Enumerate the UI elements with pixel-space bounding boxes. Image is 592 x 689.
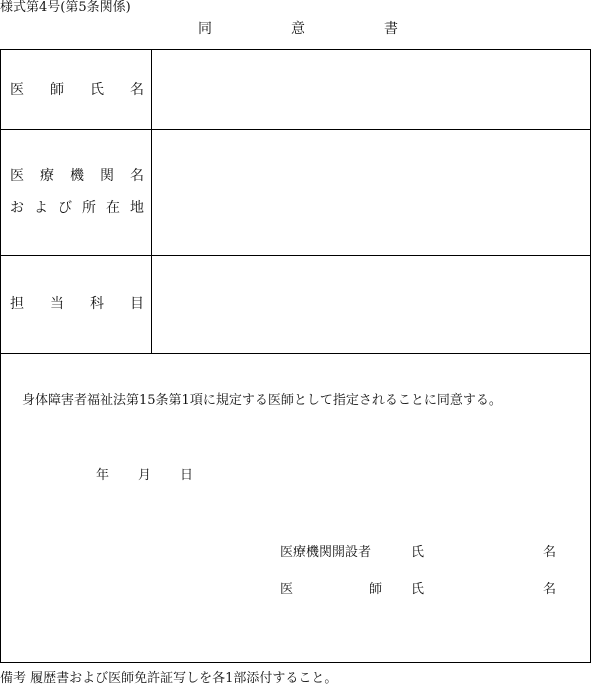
consent-statement: 身体障害者福祉法第15条第1項に規定する医師として指定されることに同意する。 [22, 393, 502, 408]
doctor-label-1: 医 [280, 582, 294, 597]
founder-label: 医療機関開設者 [280, 545, 372, 560]
year-label: 年 [96, 468, 110, 483]
label-column-divider [151, 50, 152, 353]
date-line [96, 469, 193, 482]
doctor-label-2: 師 [369, 582, 383, 597]
title-char-2: 意 [291, 21, 305, 37]
day-label: 日 [179, 468, 193, 483]
row-divider-1 [1, 129, 590, 130]
title-char-1: 同 [198, 21, 212, 37]
department-label: 担 当 科 目 [10, 296, 144, 312]
institution-name-label: 医 療 機 関 名 [10, 168, 144, 184]
row-divider-3 [1, 353, 590, 354]
row-divider-2 [1, 255, 590, 256]
doctor-name-label: 医 師 氏 名 [10, 82, 144, 98]
doctor-mei: 名 [543, 582, 557, 597]
title-char-3: 書 [384, 21, 398, 37]
consent-form-table [0, 49, 591, 663]
document-title [198, 22, 398, 36]
remarks-note: 備考 履歴書および医師免許証写しを各1部添付すること。 [0, 671, 338, 686]
founder-mei: 名 [543, 545, 557, 560]
month-label: 月 [137, 468, 151, 483]
form-number: 様式第4号(第5条関係) [0, 0, 131, 15]
founder-shi: 氏 [411, 545, 425, 560]
doctor-shi: 氏 [411, 582, 425, 597]
institution-address-label: お よ び 所 在 地 [10, 200, 144, 216]
